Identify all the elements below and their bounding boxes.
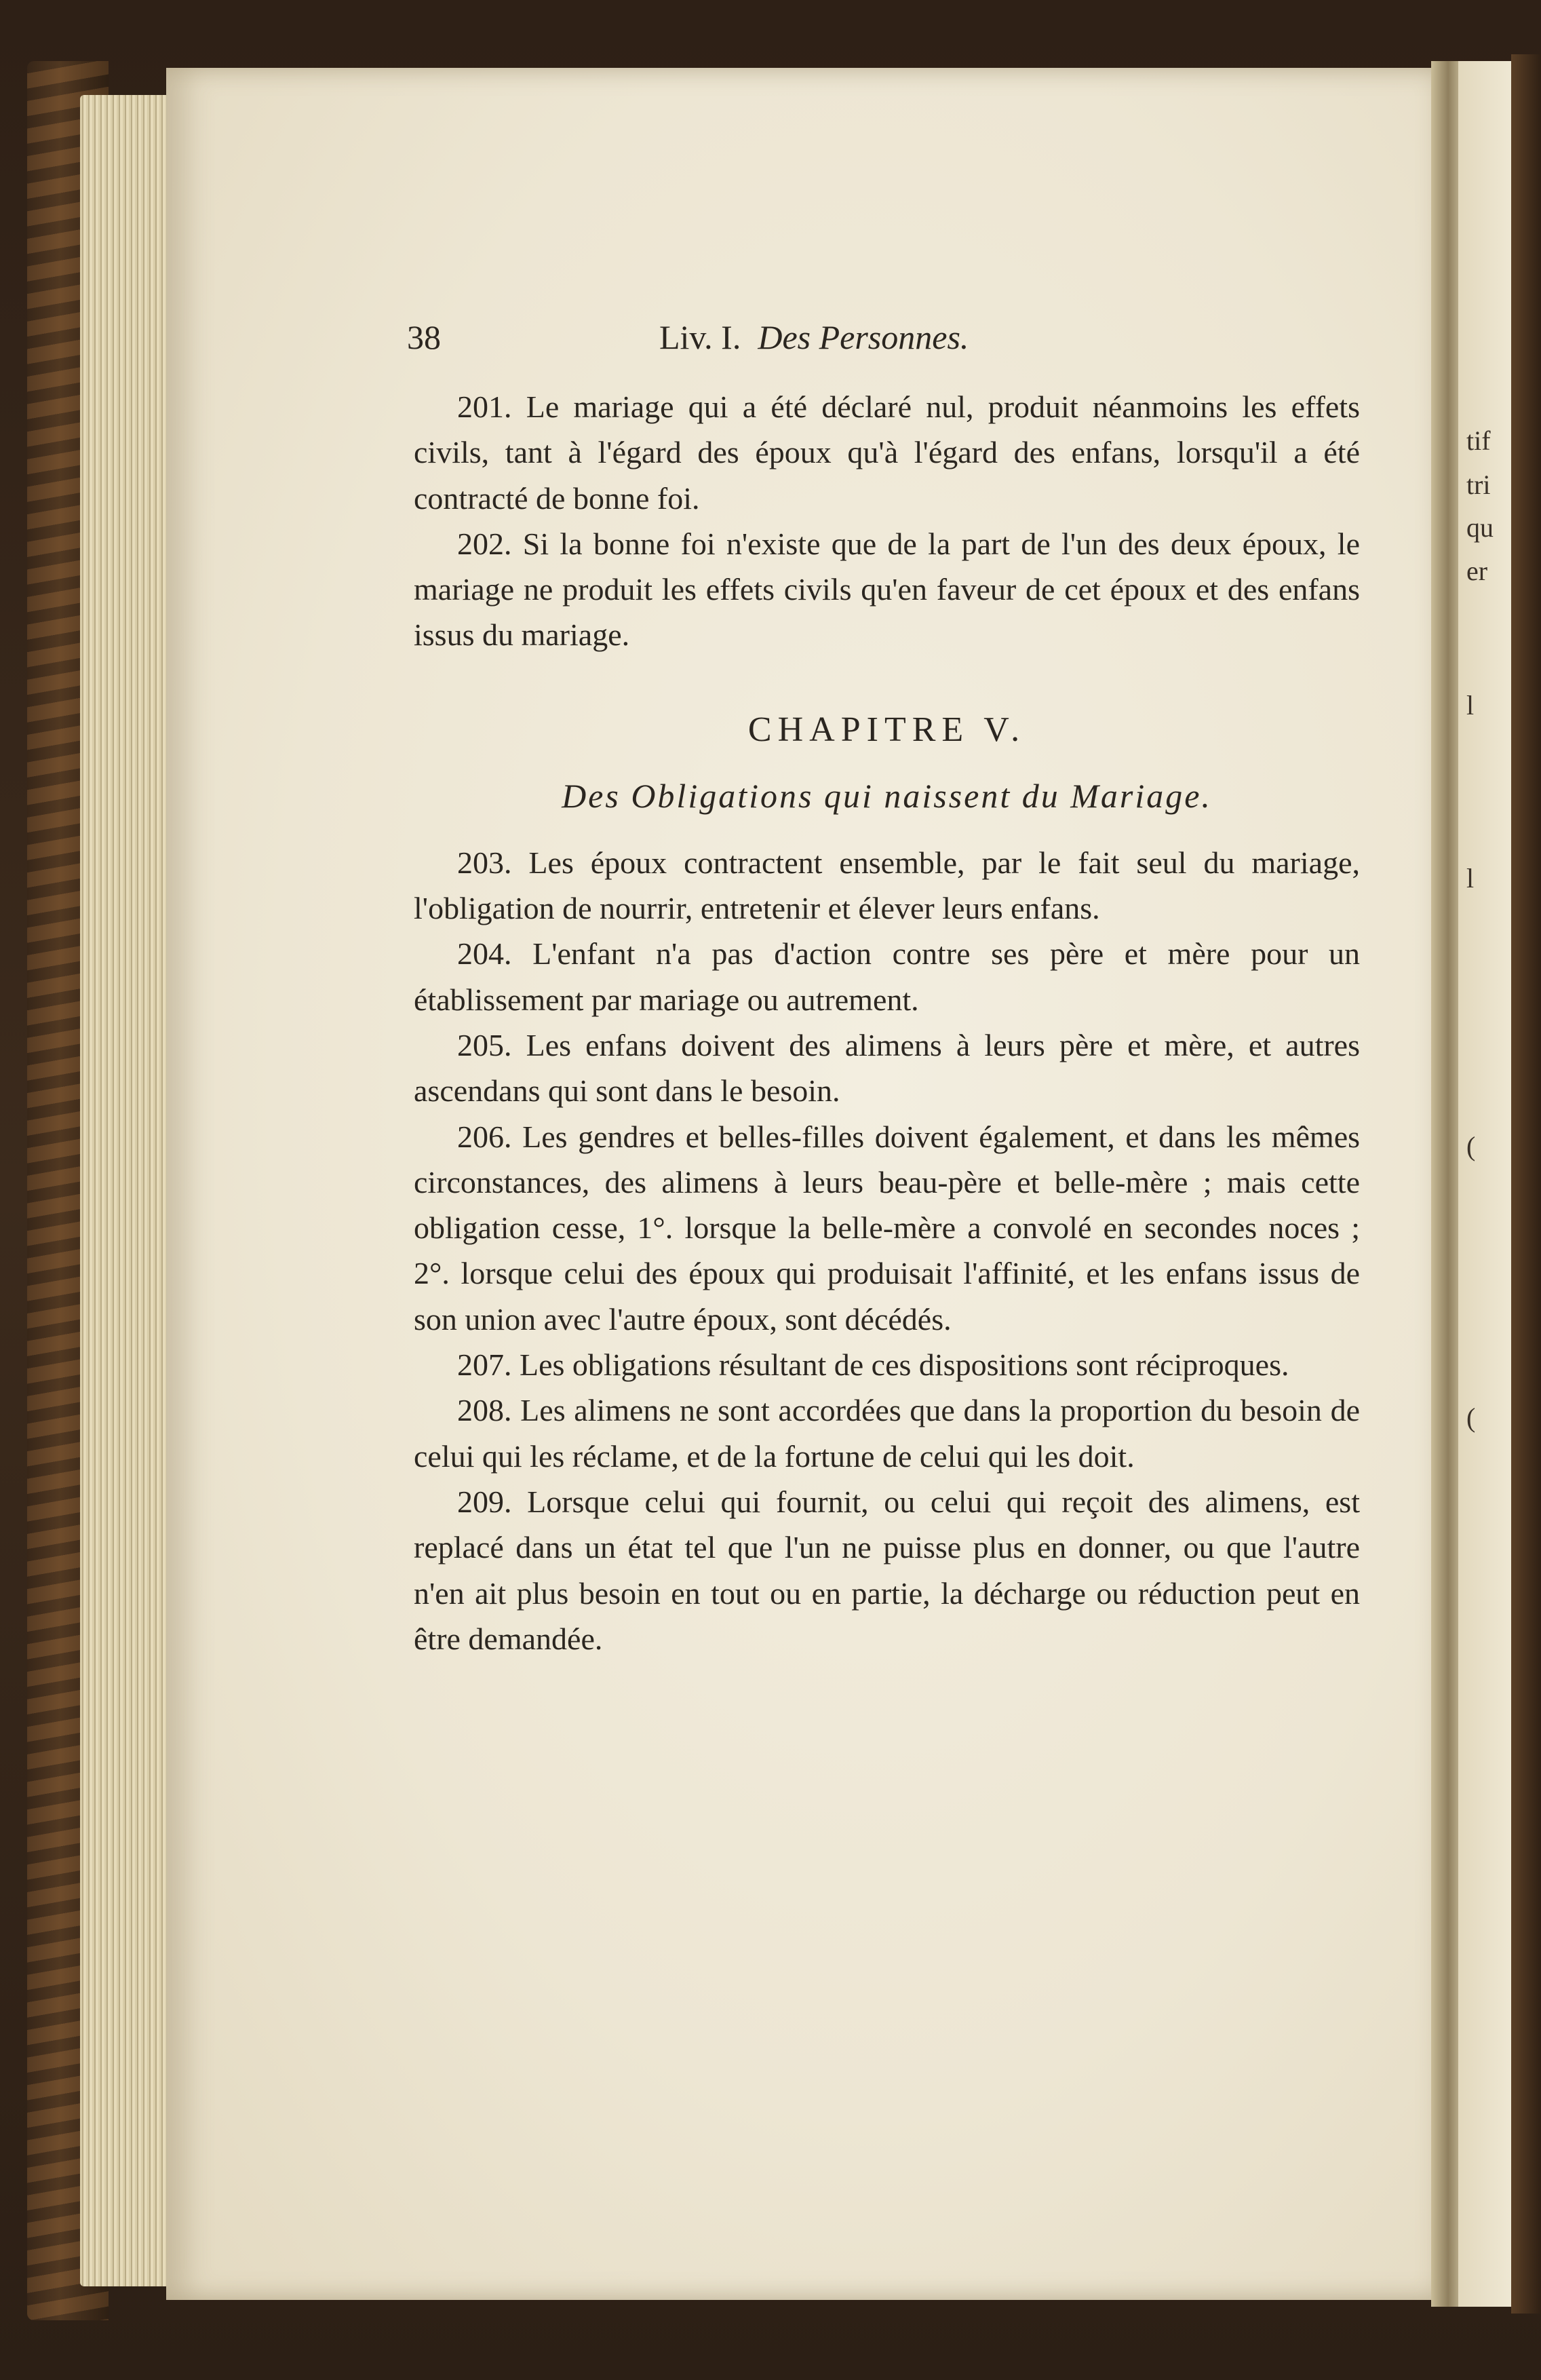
article-number: 204. (457, 936, 512, 972)
article-text: Les obligations résultant de ces dispositions sont réciproques. (520, 1347, 1289, 1383)
article-number: 207. (457, 1347, 512, 1383)
book-cover-right (1511, 54, 1541, 2314)
section-title: Des Personnes. (758, 318, 969, 356)
article-text: Lorsque celui qui fournit, ou celui qui reçoit des alimens, est replacé dans un état tel que l'un ne puisse plus en donner, ou que l'autre n'en ait plus besoin en tout ou en partie, la décharge ou réduction peut en être demandée. (414, 1484, 1360, 1656)
article-207 (414, 1342, 1360, 1387)
article-text: Les époux contractent ensemble, par le fait seul du mariage, l'obligation de nourrir, entretenir et élever leurs enfans. (414, 845, 1360, 926)
facing-page-fragment: er (1466, 556, 1488, 586)
facing-page-fragment: l (1466, 863, 1475, 894)
article-number: 201. (457, 389, 512, 424)
facing-page-fragment: tif (1466, 425, 1491, 456)
article-text: Les enfans doivent des alimens à leurs père et mère, et autres ascendans qui sont dans le besoin. (414, 1027, 1361, 1109)
article-text: Si la bonne foi n'existe que de la part de l'un des deux époux, le mariage ne produit les effets civils qu'en faveur de cet époux et des enfans issus du mariage. (414, 526, 1360, 653)
facing-page-edge (1458, 61, 1513, 2307)
article-208 (414, 1387, 1360, 1479)
article-text: Les alimens ne sont accordées que dans la proportion du besoin de celui qui les réclame, et de la fortune de celui qui les doit. (414, 1393, 1361, 1474)
article-201 (414, 384, 1360, 521)
book-label: Liv. I. (659, 318, 741, 356)
facing-page-fragment: tri (1466, 469, 1491, 500)
article-text: L'enfant n'a pas d'action contre ses père et mère pour un établissement par mariage ou autrement. (414, 936, 1361, 1017)
article-number: 203. (457, 845, 512, 880)
facing-page-fragment: ( (1466, 1131, 1476, 1162)
article-number: 206. (457, 1119, 512, 1154)
article-number: 208. (457, 1393, 512, 1428)
article-number: 202. (457, 526, 512, 561)
running-title (659, 318, 969, 357)
page-body (414, 384, 1360, 1662)
facing-page-fragment: qu (1466, 512, 1494, 543)
article-number: 205. (457, 1027, 512, 1062)
facing-page-fragment: ( (1466, 1402, 1476, 1433)
running-head (407, 318, 1153, 365)
article-209 (414, 1479, 1360, 1662)
chapter-heading: CHAPITRE V. (747, 710, 1026, 749)
page-edges (80, 95, 175, 2286)
chapter-subtitle: Des Obligations qui naissent du Mariage. (562, 776, 1212, 815)
article-text: Le mariage qui a été déclaré nul, produit néanmoins les effets civils, tant à l'égard des époux qu'à l'égard des enfans, lorsqu'il a été contracté de bonne foi. (414, 389, 1360, 516)
page-number: 38 (407, 318, 441, 356)
article-203 (414, 840, 1360, 932)
article-204 (414, 931, 1360, 1022)
article-206 (414, 1114, 1360, 1342)
article-number: 209. (457, 1484, 512, 1519)
article-text: Les gendres et belles-filles doivent également, et dans les mêmes circonstances, des alimens à leurs beau-père et belle-mère ; mais cette obligation cesse, 1°. lorsque la belle-mère a convolé en secondes noces ; 2°. lorsque celui des époux qui produisait l'affinité, et les enfans issus de son union avec l'autre époux, sont décédés. (414, 1119, 1361, 1337)
article-202 (414, 521, 1360, 658)
facing-page-fragment: l (1466, 690, 1475, 721)
article-205 (414, 1022, 1360, 1114)
